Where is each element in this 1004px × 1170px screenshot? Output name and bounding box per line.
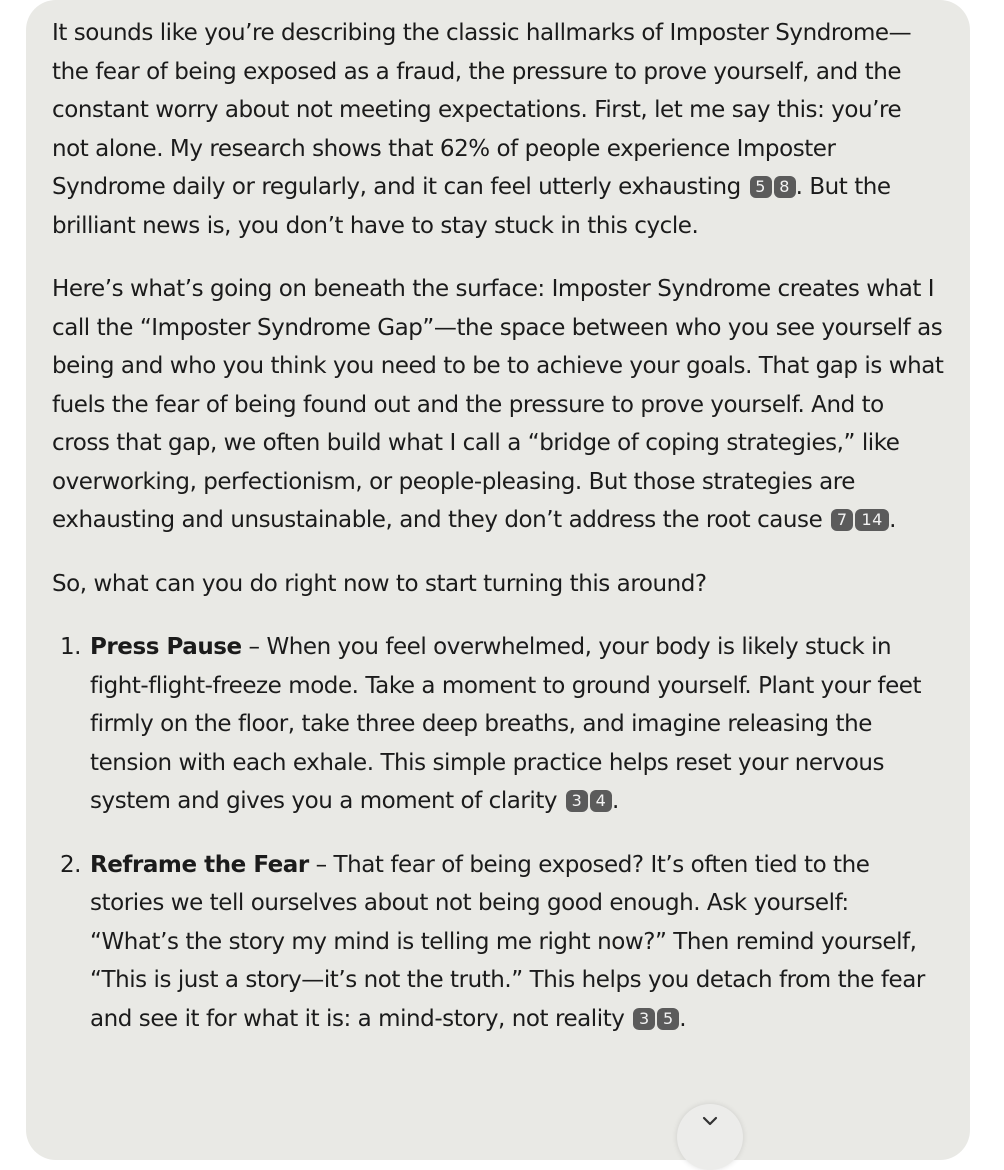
list-item bbox=[52, 628, 944, 821]
list-number: 2. bbox=[60, 851, 82, 878]
paragraph-tail: . bbox=[889, 507, 897, 533]
citation-badge[interactable]: 8 bbox=[774, 176, 796, 198]
list-item-text: – That fear of being exposed? It’s often tied to the stories we tell ourselves about not being good enough. Ask yourself: “What’s the story my mind is telling me right now?” Then remind yourself, “This is just a story—it’s not the truth.” This helps you detach from the fear and see it for what it is: a mind-story, not reality bbox=[90, 851, 925, 1032]
list-number: 1. bbox=[60, 634, 82, 660]
paragraph-text: So, what can you do right now to start turning this around? bbox=[52, 570, 707, 597]
message-paragraph-1 bbox=[52, 14, 944, 245]
numbered-list bbox=[52, 628, 944, 1038]
citation-badge[interactable]: 4 bbox=[590, 790, 612, 812]
paragraph-tail: . But the brilliant news is, you don’t have to stay stuck in this cycle. bbox=[52, 174, 891, 239]
citation-badge[interactable]: 7 bbox=[831, 509, 853, 531]
message-paragraph-2 bbox=[52, 270, 944, 540]
list-item-text: – When you feel overwhelmed, your body is likely stuck in fight-flight-freeze mode. Take a moment to ground yourself. Plant your feet firmly on the floor, take three deep breaths, and imagine releasing the tension with each exhale. This simple practice helps reset your nervous system and gives you a moment of clarity bbox=[90, 634, 922, 814]
chevron-down-icon bbox=[702, 1116, 718, 1126]
citation-badge[interactable]: 5 bbox=[657, 1008, 679, 1030]
list-item-title: Press Pause bbox=[90, 634, 242, 660]
list-item-tail: . bbox=[611, 788, 619, 814]
assistant-message-bubble bbox=[26, 0, 970, 1160]
scroll-down-button[interactable] bbox=[677, 1104, 743, 1170]
list-item bbox=[52, 846, 944, 1039]
list-item-tail: . bbox=[679, 1005, 687, 1032]
citation-badge[interactable]: 14 bbox=[855, 509, 889, 531]
citation-badge[interactable]: 3 bbox=[633, 1008, 655, 1030]
list-item-title: Reframe the Fear bbox=[90, 851, 309, 878]
message-paragraph-3 bbox=[52, 565, 944, 604]
citation-badge[interactable]: 5 bbox=[750, 176, 772, 198]
paragraph-text: Here’s what’s going on beneath the surface: Imposter Syndrome creates what I call the “Imposter Syndrome Gap”—the space between who you see yourself as being and who you think you need to be to achieve your goals. That gap is what fuels the fear of being found out and the pressure to prove yourself. And to cross that gap, we often build what I call a “bridge of coping strategies,” like overworking, perfectionism, or people-pleasing. But those strategies are exhausting and unsustainable, and they don’t address the root cause bbox=[52, 276, 944, 533]
paragraph-text: It sounds like you’re describing the classic hallmarks of Imposter Syndrome—the fear of being exposed as a fraud, the pressure to prove yourself, and the constant worry about not meeting expectations. First, let me say this: you’re not alone. My research shows that 62% of people experience Imposter Syndrome daily or regularly, and it can feel utterly exhausting bbox=[52, 20, 912, 200]
citation-badge[interactable]: 3 bbox=[566, 790, 588, 812]
